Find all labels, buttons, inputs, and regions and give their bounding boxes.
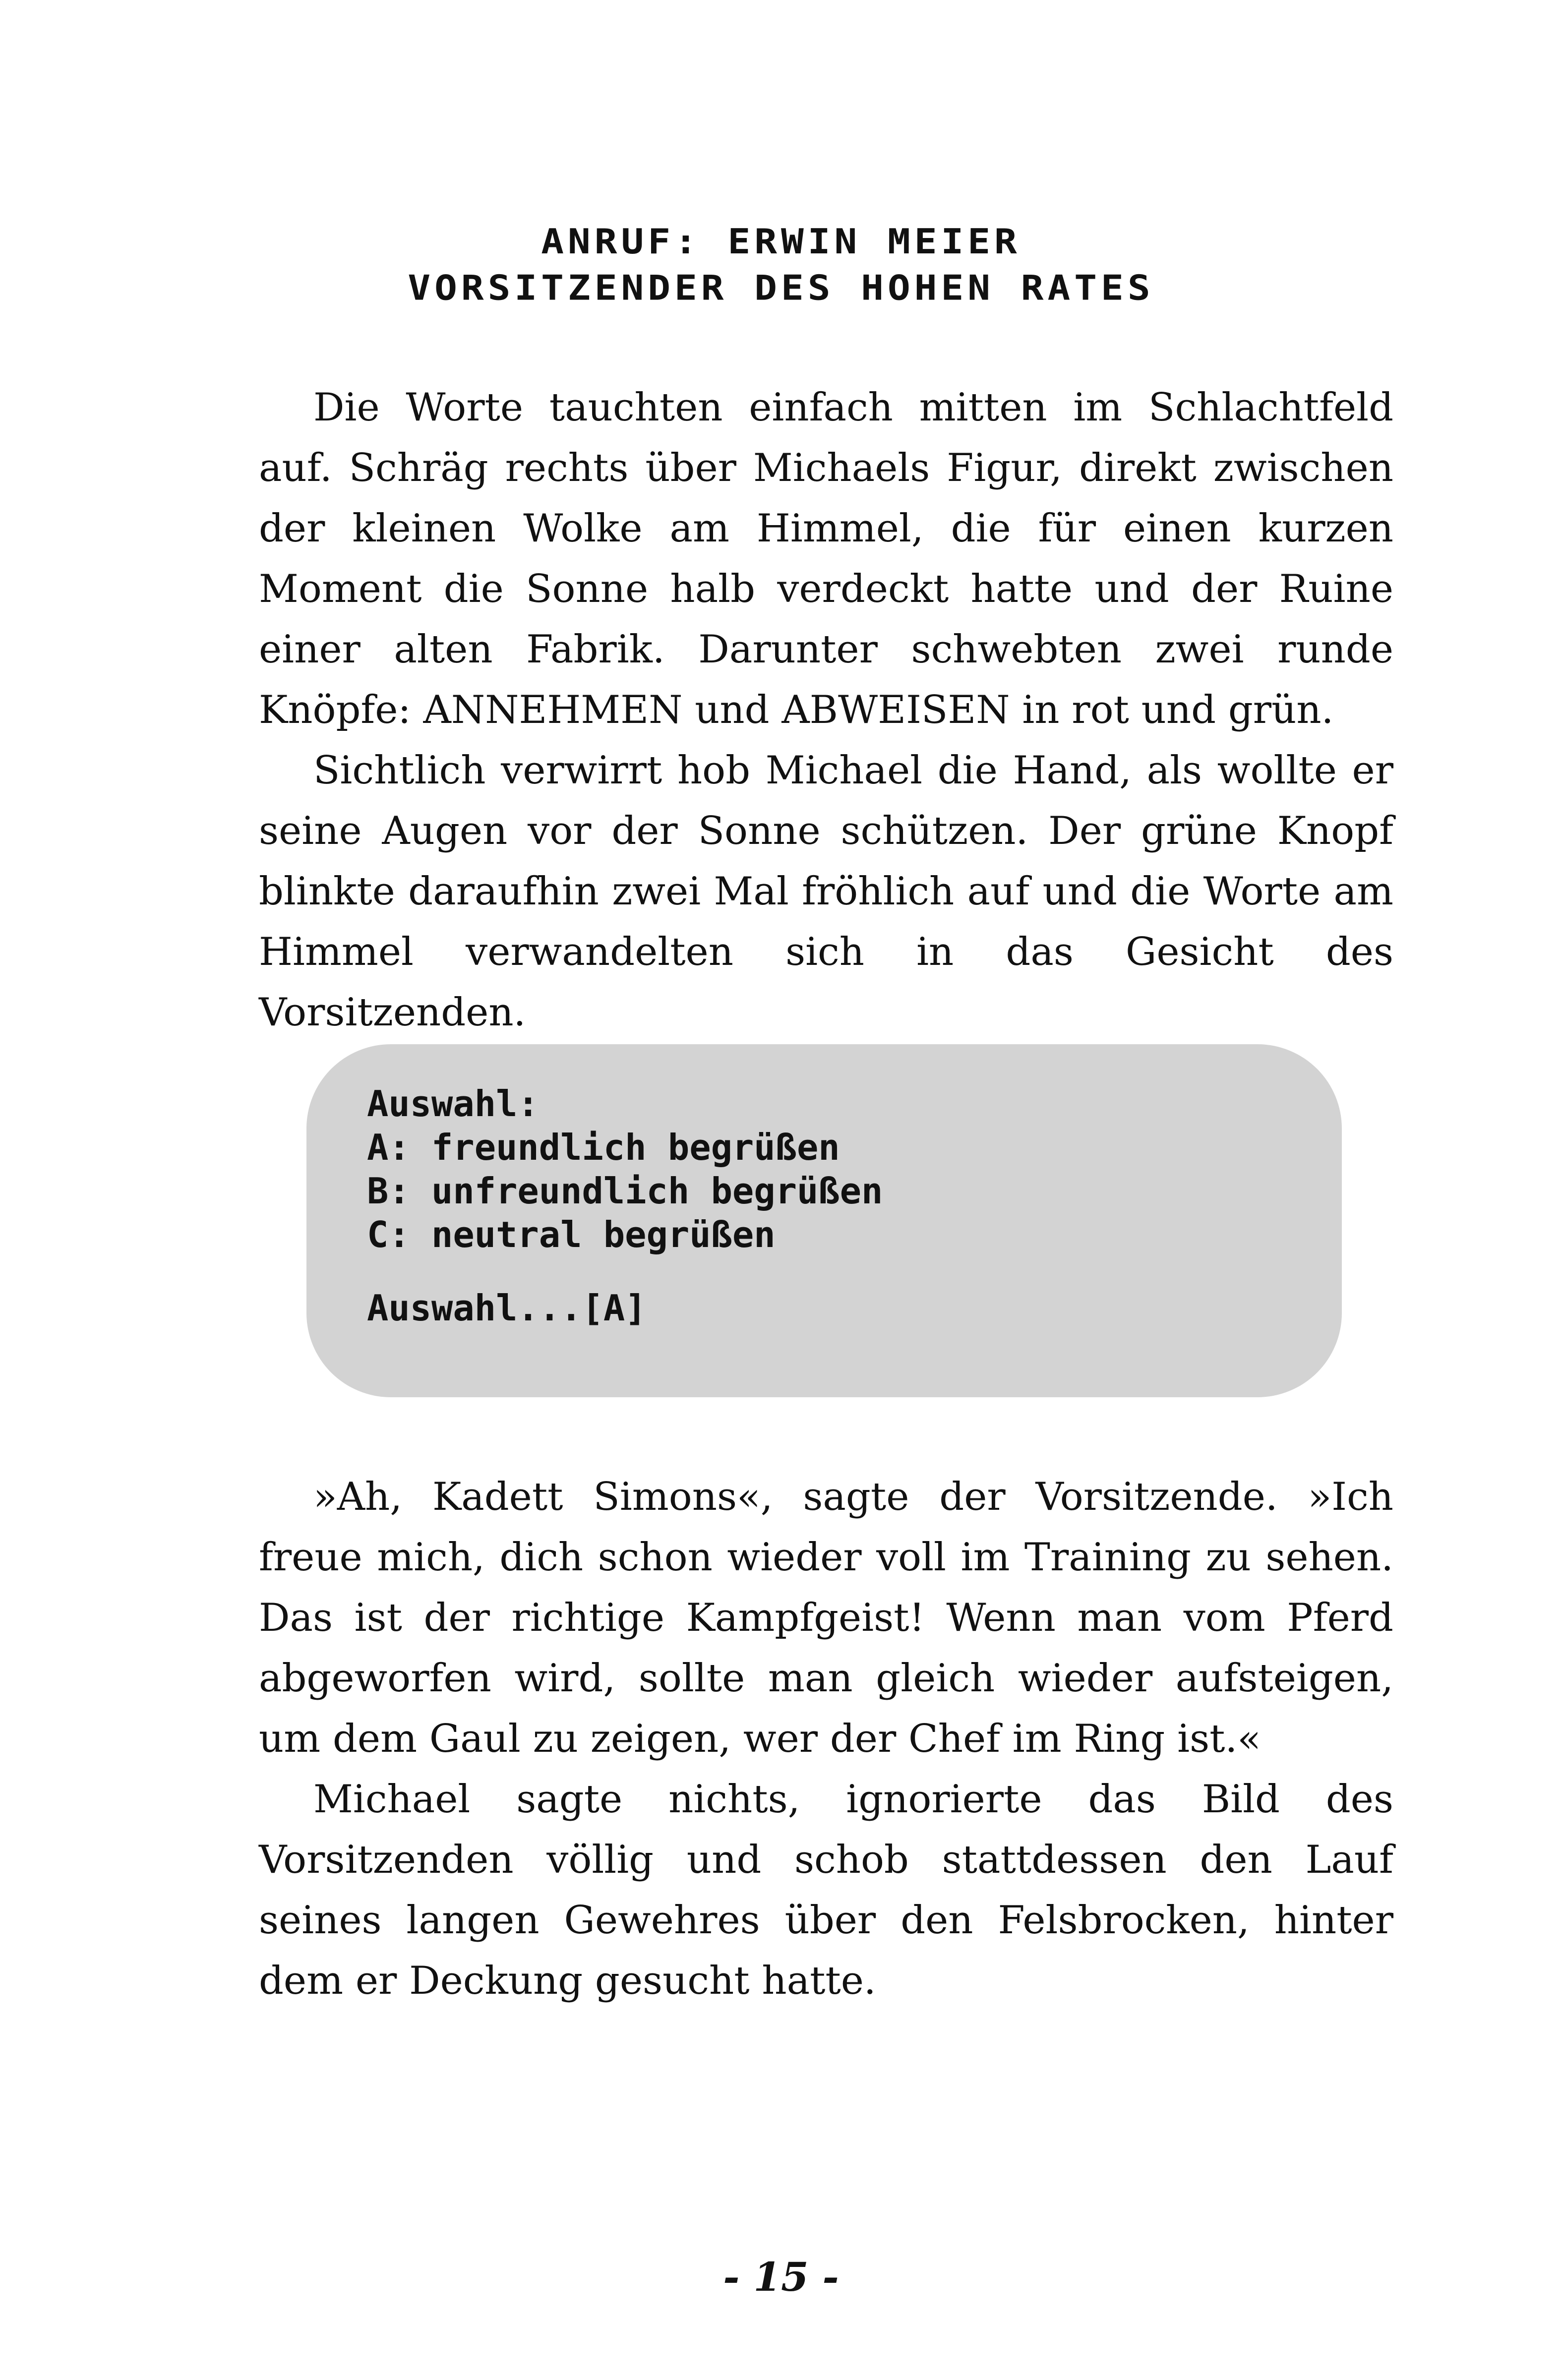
choice-option-a: A: freundlich begrüßen	[367, 1127, 840, 1168]
choice-option-b: B: unfreundlich begrüßen	[367, 1170, 883, 1212]
choice-box	[306, 1044, 1342, 1397]
heading-line-2: VORSITZENDER DES HOHEN RATES	[408, 267, 1154, 308]
choice-option-c: C: neutral begrüßen	[367, 1214, 776, 1255]
choice-title: Auswahl:	[367, 1083, 539, 1125]
page-number: - 15 -	[723, 2254, 839, 2300]
body-text-after	[259, 1467, 1393, 2011]
body-text-before	[259, 377, 1393, 1043]
paragraph: Die Worte tauchten einfach mitten im Schlachtfeld auf. Schräg rechts über Michaels Figur, direkt zwischen der kleinen Wolke am Himmel, die für einen kurzen Moment die Sonne halb verdeckt hatte und der Ruine einer alten Fabrik. Darunter schwebten zwei runde Knöpfe: ANNEHMEN und ABWEISEN in rot und grün.	[259, 385, 1393, 732]
chapter-heading	[0, 218, 1562, 311]
paragraph: »Ah, Kadett Simons«, sagte der Vorsitzende. »Ich freue mich, dich schon wieder voll im Training zu sehen. Das ist der richtige Kampfgeist! Wenn man vom Pferd abgeworfen wird, sollte man gleich wieder aufsteigen, um dem Gaul zu zeigen, wer der Chef im Ring ist.«	[259, 1475, 1393, 1761]
choice-spacer	[367, 1256, 1342, 1286]
paragraph: Sichtlich verwirrt hob Michael die Hand, als wollte er seine Augen vor der Sonne schützen. Der grüne Knopf blinkte daraufhin zwei Mal fröhlich auf und die Worte am Himmel verwandelten sich in das Gesicht des Vorsitzenden.	[259, 748, 1393, 1035]
paragraph: Michael sagte nichts, ignorierte das Bild des Vorsitzenden völlig und schob stattdessen den Lauf seines langen Gewehres über den Felsbrocken, hinter dem er Deckung gesucht hatte.	[259, 1777, 1393, 2003]
choice-selection: Auswahl...[A]	[367, 1287, 647, 1329]
heading-line-1: ANRUF: ERWIN MEIER	[541, 221, 1021, 262]
